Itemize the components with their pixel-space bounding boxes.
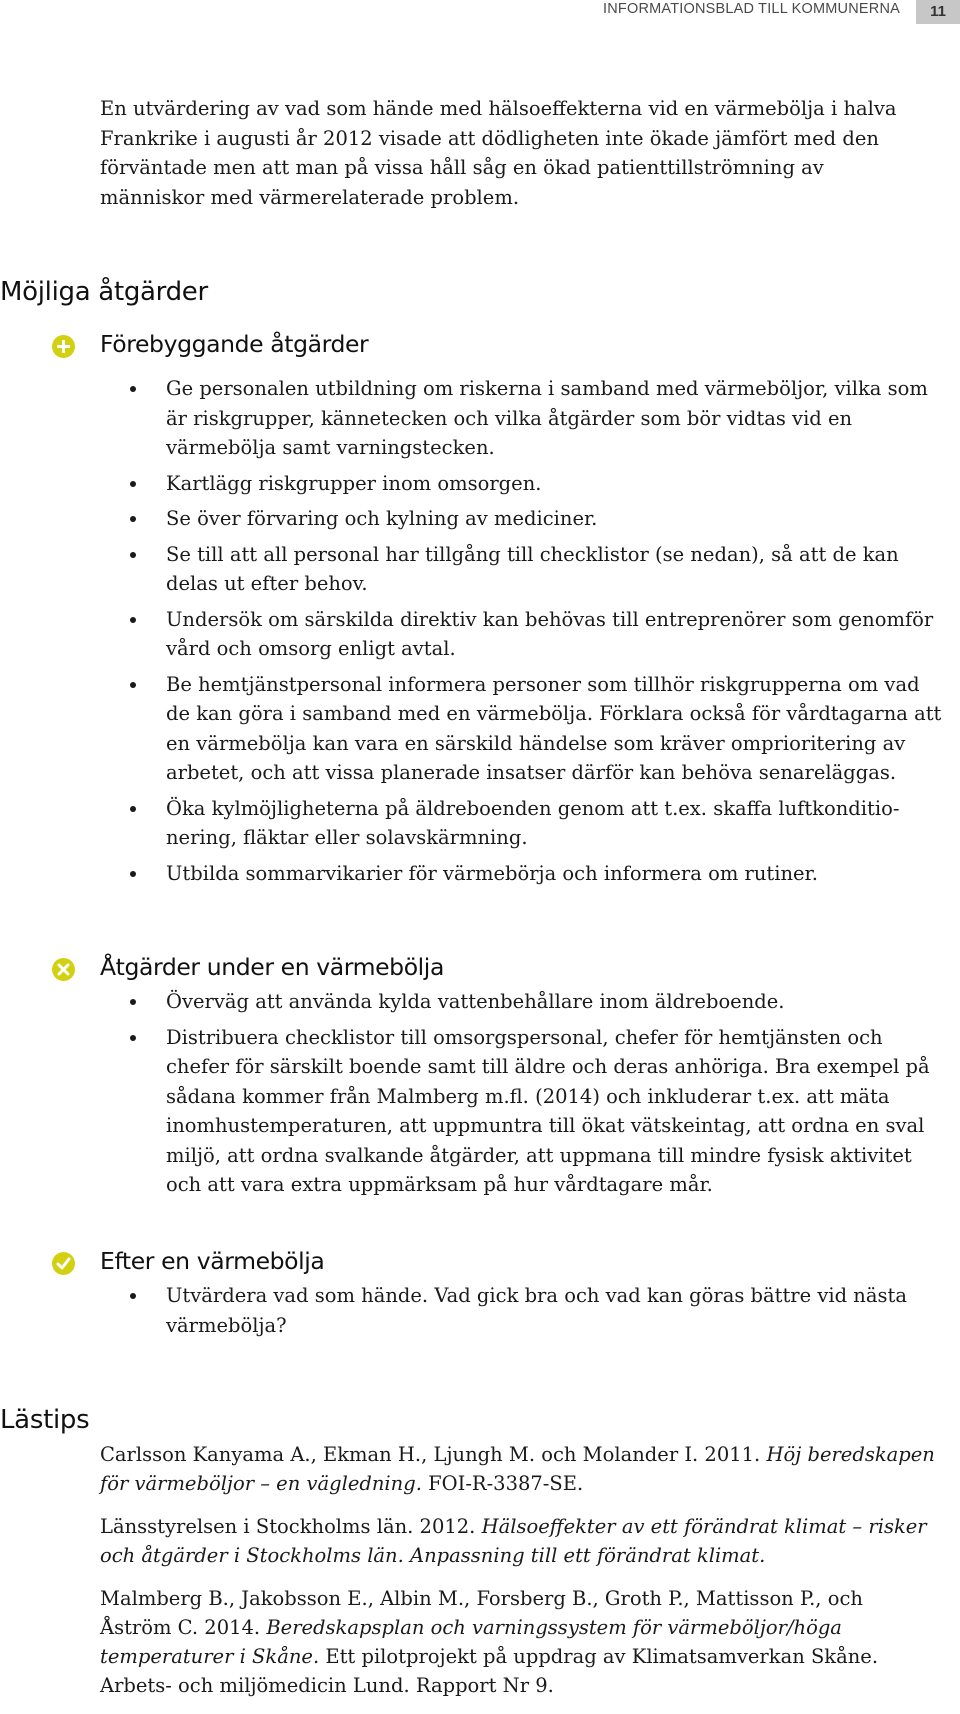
list-item: Öka kylmöjligheterna på äldreboenden genom att t.ex. skaffa luftkonditionering, fläktar eller solavskärmning. bbox=[166, 794, 946, 853]
list-item: Utbilda sommarvikarier för värmebörja och informera om rutiner. bbox=[166, 859, 946, 889]
close-x-icon bbox=[52, 958, 75, 981]
subsection-header bbox=[0, 330, 960, 364]
subsection-header bbox=[0, 1247, 960, 1281]
reference-source: FOI-R-3387-SE. bbox=[421, 1472, 584, 1495]
page-number: 11 bbox=[916, 0, 960, 24]
reference-authors: Länsstyrelsen i Stockholms län. 2012. bbox=[100, 1515, 482, 1538]
subsection-after bbox=[0, 1247, 960, 1346]
reference-title: Beredskapsplan och varningssystem för värmeböljor/höga temperaturer i Skåne. bbox=[100, 1616, 842, 1668]
plus-icon bbox=[52, 335, 75, 358]
list-item: Utvärdera vad som hände. Vad gick bra och vad kan göras bättre vid nästa värmebölja? bbox=[166, 1281, 946, 1340]
list-item: Överväg att använda kylda vattenbehållare inom äldreboende. bbox=[166, 987, 946, 1017]
running-header-title: INFORMATIONSBLAD TILL KOMMUNERNA bbox=[603, 1, 900, 17]
list-item: Se över förvaring och kylning av mediciner. bbox=[166, 504, 946, 534]
running-header bbox=[0, 0, 960, 24]
bullet-list-preventive bbox=[166, 374, 946, 888]
subsection-title-after: Efter en värmebölja bbox=[100, 1247, 325, 1275]
section-title-measures: Möjliga åtgärder bbox=[0, 277, 208, 307]
list-item: Undersök om särskilda direktiv kan behövas till entreprenörer som genomför vård och omsorg enligt avtal. bbox=[166, 605, 946, 664]
reference-item bbox=[100, 1440, 940, 1498]
subsection-during bbox=[0, 953, 960, 1206]
reference-item bbox=[100, 1584, 940, 1700]
reference-source: Ett pilotprojekt på uppdrag av Klimatsamverkan Skåne. Arbets- och miljömedicin Lund. Rapport Nr 9. bbox=[100, 1645, 879, 1697]
reference-list bbox=[100, 1440, 940, 1714]
bullet-list-during bbox=[166, 987, 946, 1200]
bullet-list-after bbox=[166, 1281, 946, 1340]
list-item: Ge personalen utbildning om riskerna i samband med värmeböljor, vilka som är riskgrupper, kännetecken och vilka åtgärder som bör vidtas vid en värmebölja samt varningstecken. bbox=[166, 374, 946, 463]
section-title-reading-tips: Lästips bbox=[0, 1405, 90, 1435]
checkmark-icon bbox=[52, 1252, 75, 1275]
list-item: Be hemtjänstpersonal informera personer som tillhör riskgrupperna om vad de kan göra i samband med en värmebölja. Förklara också för vårdtagarna att en värmebölja kan vara en särskild händelse som kräver omprioritering av arbetet, och att vissa planerade insatser därför kan behöva senareläggas. bbox=[166, 670, 946, 788]
subsection-title-during: Åtgärder under en värmebölja bbox=[100, 953, 444, 981]
list-item: Kartlägg riskgrupper inom omsorgen. bbox=[166, 469, 946, 499]
intro-paragraph: En utvärdering av vad som hände med hälsoeffekterna vid en värmebölja i halva Frankrike i augusti år 2012 visade att dödligheten inte ökade jämfört med den förväntade men att man på vissa håll såg en ökad patienttillströmning av människor med värmerelaterade problem. bbox=[100, 97, 897, 209]
subsection-header bbox=[0, 953, 960, 987]
reference-title: Hälsoeffekter av ett förändrat klimat – risker och åtgärder i Stockholms län. Anpassning till ett förändrat klimat. bbox=[100, 1515, 927, 1567]
reference-item bbox=[100, 1512, 940, 1570]
reference-authors: Malmberg B., Jakobsson E., Albin M., Forsberg B., Groth P., Mattisson P., och Åström C. 2014. bbox=[100, 1587, 863, 1639]
list-item: Distribuera checklistor till omsorgspersonal, chefer för hemtjänsten och chefer för särskilt boende samt till äldre och deras anhöriga. Bra exempel på sådana kommer från Malmberg m.fl. (2014) och inkluderar t.ex. att mäta inomhustemperaturen, att uppmuntra till ökat vätskeintag, att ordna en sval miljö, att ordna svalkande åtgärder, att uppmana till mindre fysisk aktivitet och att vara extra uppmärksam på hur vårdtagare mår. bbox=[166, 1023, 946, 1200]
reference-authors: Carlsson Kanyama A., Ekman H., Ljungh M. och Molander I. 2011. bbox=[100, 1443, 767, 1466]
reference-title: Höj beredskapen för värmeböljor – en vägledning. bbox=[100, 1443, 935, 1495]
list-item: Se till att all personal har tillgång till checklistor (se nedan), så att de kan delas ut efter behov. bbox=[166, 540, 946, 599]
subsection-preventive bbox=[0, 330, 960, 894]
subsection-title-preventive: Förebyggande åtgärder bbox=[100, 330, 369, 358]
